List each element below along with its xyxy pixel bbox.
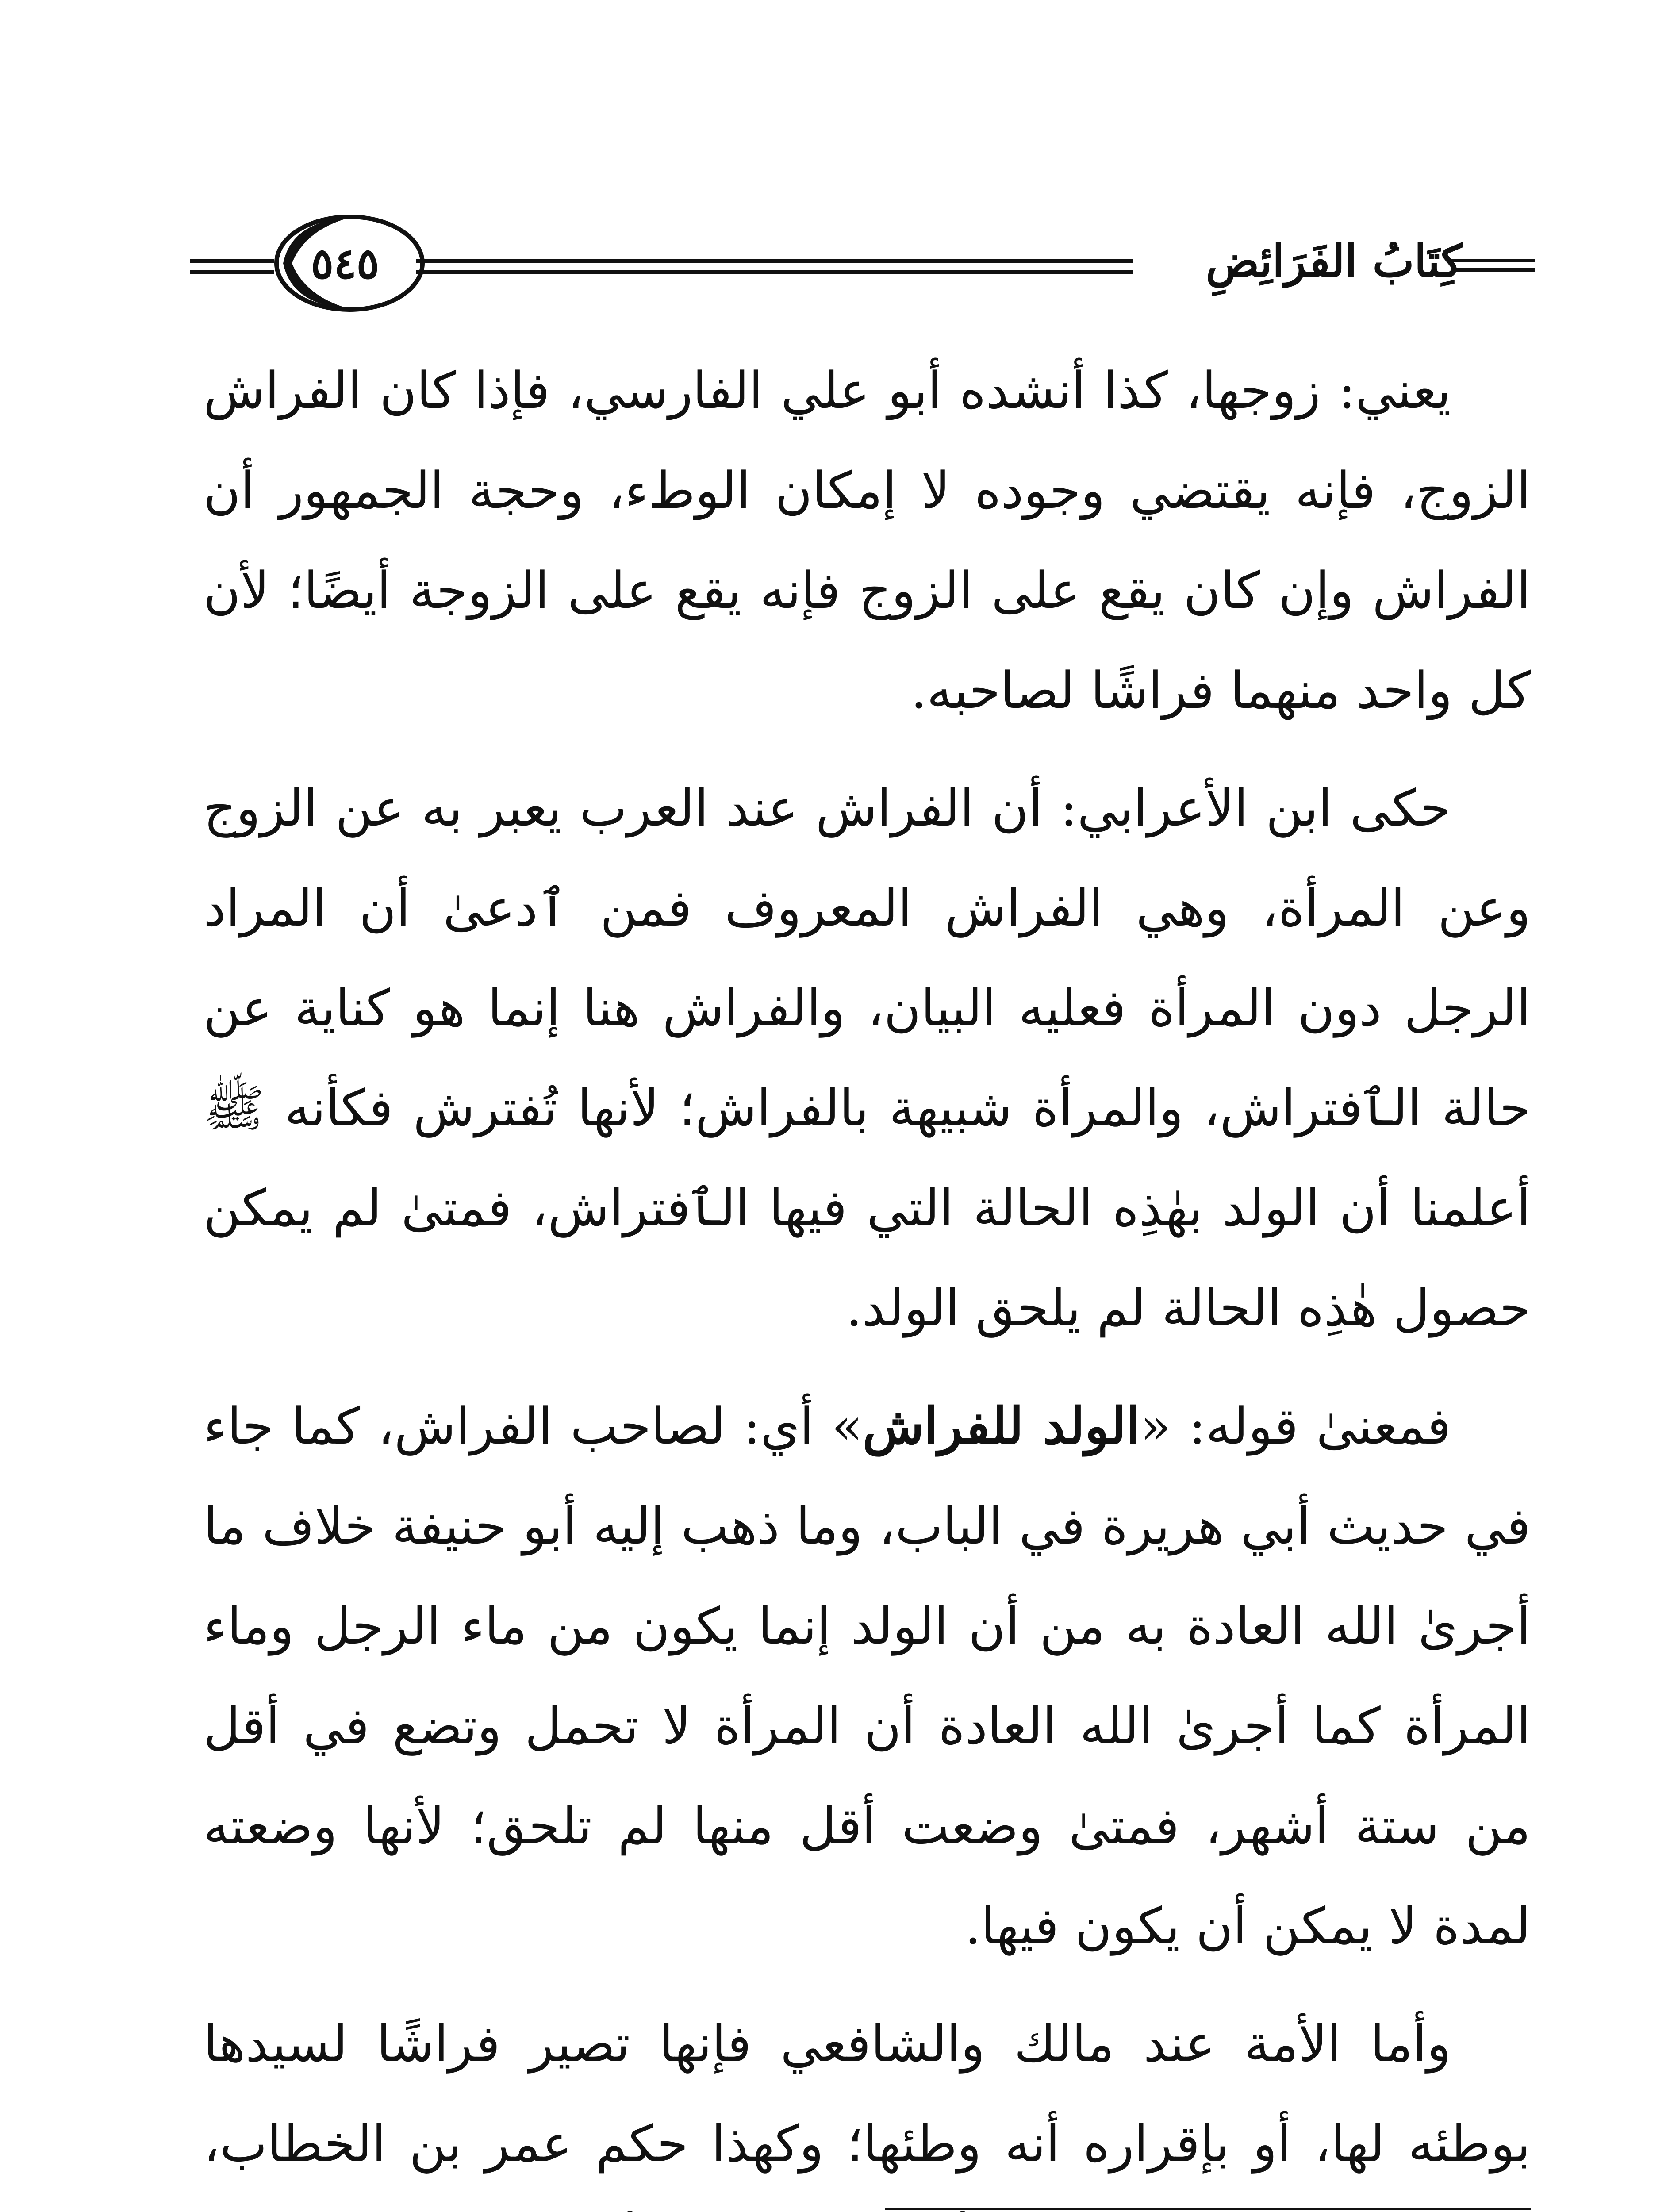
page-number-ornament (265, 208, 425, 319)
page-header (0, 0, 1670, 398)
header-rule-left-top (190, 259, 274, 263)
header-rule-right-top (1451, 259, 1535, 262)
page-number: ٥٤٥ (311, 238, 380, 288)
header-rule-middle-top (416, 259, 1133, 263)
header-rule-right-bottom (1451, 268, 1535, 272)
body-text (203, 341, 1531, 2212)
paragraph (203, 1994, 1531, 2212)
chapter-title: كِتَابُ الفَرَائِضِ (1205, 235, 1462, 287)
footnote-separator (885, 2208, 1531, 2210)
paragraph-text: وأما الأمة عند مالك والشافعي فإنها تصير فراشًا لسيدها بوطئه لها، أو بإقراره أنه وطئها؛ وكهذا حكم عمر بن الخطاب، (203, 2014, 1531, 2173)
paragraph-text: فمعنىٰ قوله: « (1140, 1397, 1451, 1455)
hadith-quote: الولد للفراش (862, 1396, 1140, 1455)
paragraph-text: » أي: لصاحب الفراش، كما جاء في حديث أبي هريرة في الباب، وما ذهب إليه أبو حنيفة خلاف ما أجرىٰ الله العادة به من أن الولد إنما يكون من ماء الرجل وماء المرأة كما أجرىٰ الله العادة أن المرأة لا تحمل وتضع في أقل من ستة أشهر، فمتىٰ وضعت أقل منها لم تلحق؛ لأنها وضعته لمدة لا يمكن أن يكون فيها. (203, 1397, 1531, 1955)
paragraph: يعني: زوجها، كذا أنشده أبو علي الفارسي، فإذا كان الفراش الزوج، فإنه يقتضي وجوده لا إمكان الوطء، وحجة الجمهور أن الفراش وإن كان يقع على الزوج فإنه يقع على الزوجة أيضًا؛ لأن كل واحد منهما فراشًا لصاحبه. (203, 361, 1531, 720)
header-rule-left-bottom (190, 270, 274, 274)
header-rule-middle-bottom (416, 270, 1133, 274)
paragraph: حكى ابن الأعرابي: أن الفراش عند العرب يعبر به عن الزوج وعن المرأة، وهي الفراش المعروف فمن ٱدعىٰ أن المراد الرجل دون المرأة فعليه البيان، والفراش هنا إنما هو كناية عن حالة الٱفتراش، والمرأة شبيهة بالفراش؛ لأنها تُفترش فكأنه ﷺ أعلمنا أن الولد بهٰذِه الحالة التي فيها الٱفتراش، فمتىٰ لم يمكن حصول هٰذِه الحالة لم يلحق الولد. (203, 779, 1531, 1337)
paragraph (203, 1376, 1531, 1976)
